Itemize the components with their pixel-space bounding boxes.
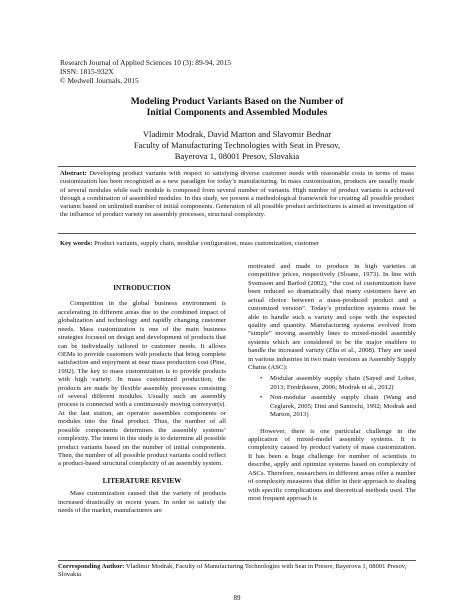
author-block xyxy=(40,129,434,162)
assembly-supply-chain-list xyxy=(248,375,416,419)
section-heading-introduction: INTRODUCTION xyxy=(113,284,171,292)
corresponding-author-footnote xyxy=(58,563,416,580)
literature-review-paragraph: Mass customization caused that the variety of products increased drastically in recent years. In order to satisfy the needs of the market, manufacturers are xyxy=(58,490,226,515)
keywords-label: Key words: xyxy=(60,240,93,247)
author-names: Vladimir Modrak, David Marton and Slavomir Bednar xyxy=(142,129,332,139)
paper-title xyxy=(40,96,434,119)
author-affiliation-line-1: Faculty of Manufacturing Technologies with Seat in Presov, xyxy=(133,140,341,150)
footnote-label: Corresponding Author: xyxy=(58,563,125,570)
list-item: • Non-modular assembly supply chain (Wang and Ceglarek, 2005; Dini and Santochi, 1992; Modrak and Marton, 2013) xyxy=(270,394,416,419)
right-column-paragraph-1: motivated and made to produce in high varieties at competitive prices, respectively (Sloane, 1973). In line with Svensson and Barfod (2002), “the cost of customization have been reduced so dramatically that many customers have an actual choice between a mass-produced product and a customized version”. Today’s production systems must be able to handle such a variety and cope with the expected quality and quantity. Manufacturing systems evolved from “simple” moving assembly lines to mixed-model assembly systems which are considered to be the major enablers to handle the increased variety (Zhu et al., 2008). They are used in various industries in two main versions as Assembly Supply Chains (ASC): xyxy=(248,263,416,372)
abstract-label: Abstract: xyxy=(60,170,87,177)
author-affiliation-line-2: Bayerova 1, 08001 Presov, Slovakia xyxy=(174,151,300,161)
abstract-text: Developing product variants with respect to satisfying diverse customer needs with reasonable costs in terms of mass customization has been recognized as a new paradigm for today’s manufacturing. In mass customization, products are usually made of several modules while each module is composed from several number of variants. High number of product variants is achieved through a combination of assembled modules. In this study, we present a methodological framework for creating all possible product variants based on unlimited number of initial components. Generation of all possible product architectures is aimed at investigation of the influence of product variety on assembly processes, structural complexity. xyxy=(60,170,414,219)
journal-citation: Research Journal of Applied Sciences 10 (3): 89-94, 2015 xyxy=(60,58,231,67)
introduction-paragraph: Competition in the global business environment is accelerating in different areas due to the combined impact of globalization and technology and rapidly changing customer needs. Mass customization is one of the main business strategies focused on design and development of products that can be individually tailored to customer needs. It allows OEMs to provide customers with products that bring complete satisfaction and enjoyment at near mass production cost (Pine, 1992). The key to mass customization is to provide products with high variety. In mass customized production, the products are made by flexible assembly processes consisting of several different modules. Usually such an assembly process is connected with a continuously moving conveyor(s). At the last station, an operator assembles components or modules into the final product. Thus, the number of all possible components determines the assembly systems’ complexity. The intent in this study is to determine all possible product variants based on the number of initial components. Then, the number of all possible product variants could reflect a product-based structural complexity of an assembly system. xyxy=(58,300,226,468)
left-column xyxy=(58,282,226,516)
journal-issn: ISSN: 1815-932X xyxy=(60,67,114,77)
keywords xyxy=(60,240,414,248)
right-column-paragraph-2: However, there is one particular challenge in the application of mixed-model assembly systems. It is complexity caused by product variety of mass customization. It has been a huge challenge for number of scientists to describe, apply and optimize systems based on complexity of ASCs. Therefore, researchers in different areas offer a number of complexity measures that differ in their approach to dealing with specific complications and theoretical methods used. The most frequent approach is xyxy=(248,427,416,502)
footnote-text: Vladimir Modrak, Faculty of Manufacturing Technologies with Seat in Presov, Bayerova 1, 08001 Presov, Slovakia xyxy=(58,563,407,579)
page-number: 89 xyxy=(233,594,241,602)
paper-title-line-1: Modeling Product Variants Based on the Number of xyxy=(130,96,344,107)
journal-header xyxy=(60,58,231,86)
keywords-text: Product variants, supply chain, modular configuration, mass customization, customer xyxy=(94,240,319,247)
abstract xyxy=(60,170,414,220)
journal-copyright: © Medwell Journals, 2015 xyxy=(60,76,139,86)
list-item: • Modular assembly supply chain (Sayed and Lohse, 2013; Fredriksson, 2006; Modrak et al., 2012) xyxy=(270,375,416,392)
right-column xyxy=(248,263,416,503)
paper-title-line-2: Initial Components and Assembled Modules xyxy=(146,107,328,119)
section-heading-literature-review: LITERATURE REVIEW xyxy=(102,476,182,485)
footnote-divider xyxy=(58,560,416,561)
